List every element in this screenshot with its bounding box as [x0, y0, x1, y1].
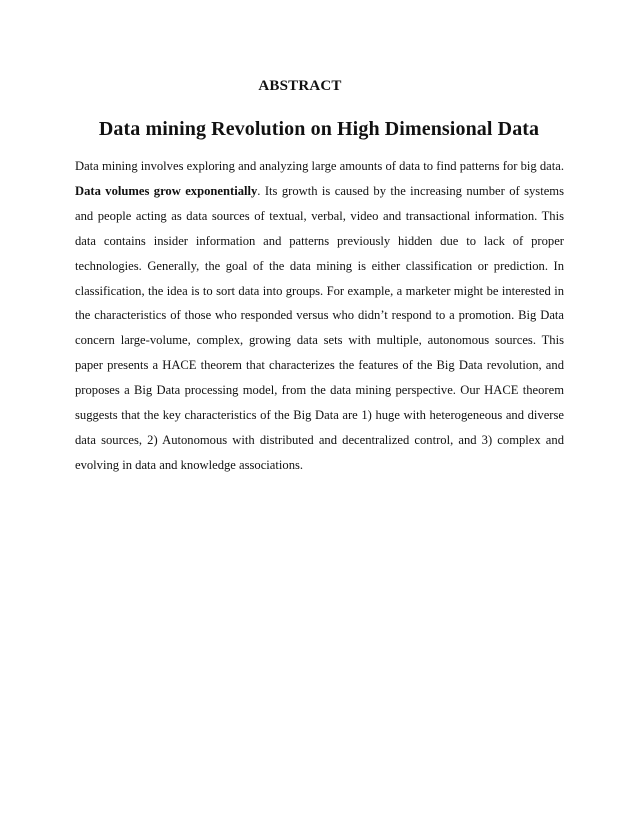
abstract-body [75, 154, 564, 478]
abstract-sentence-1: Data mining involves exploring and analyzing large amounts of data to find patterns for big data. [75, 159, 564, 173]
abstract-emphasis: Data volumes grow exponentially [75, 183, 258, 198]
paper-title: Data mining Revolution on High Dimensional Data [98, 118, 540, 140]
abstract-heading: ABSTRACT [258, 78, 342, 94]
abstract-paragraph [75, 154, 564, 478]
abstract-rest: . Its growth is caused by the increasing number of systems and people acting as data sources of textual, verbal, video and transactional information. This data contains insider information and patterns previously hidden due to lack of proper technologies. Generally, the goal of the data mining is either classification or prediction. In classification, the idea is to sort data into groups. For example, a marketer might be interested in the characteristics of those who responded versus who didn’t respond to a promotion. Big Data concern large-volume, complex, growing data sets with multiple, autonomous sources. This paper presents a HACE theorem that characterizes the features of the Big Data revolution, and proposes a Big Data processing model, from the data mining perspective. Our HACE theorem suggests that the key characteristics of the Big Data are 1) huge with heterogeneous and diverse data sources, 2) Autonomous with distributed and decentralized control, and 3) complex and evolving in data and knowledge associations. [75, 183, 564, 472]
